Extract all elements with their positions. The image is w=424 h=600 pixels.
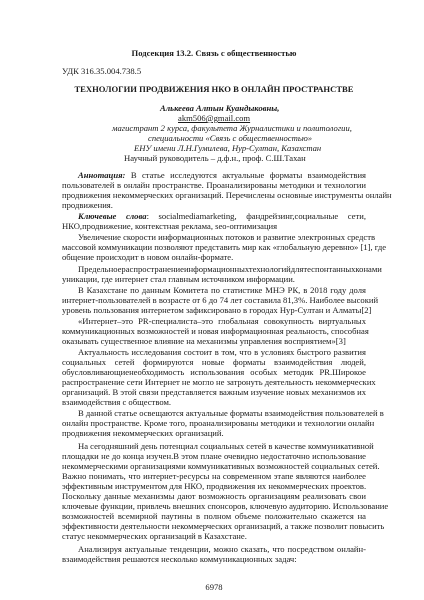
body-line: уникации, где интернет стал главным источником информации. [62, 274, 295, 284]
author-info-line: специальности «Связь с общественностью» [148, 133, 313, 143]
abstract-text: В статье исследуются актуальные форматы взаимодействия [130, 170, 366, 180]
body-line: массовой коммуникации позволяют представить мир как «глобальную деревню» [1], где [62, 242, 387, 252]
author-email[interactable]: akm506@gmail.com [178, 113, 251, 123]
author-info-line: ЕНУ имени Л.Н.Гумилева, Нур-Султан, Казахстан [134, 143, 322, 153]
keywords-line: НКО,продвижение, контекстная реклама, seo-оптимизация [62, 221, 278, 231]
body-line: взаимодействия с обществом. [62, 397, 172, 407]
body-line: онлайн пространстве. Кроме того, проанализированы методики и технологии онлайн [62, 418, 375, 428]
keywords-line [78, 211, 366, 221]
body-line: уровень пользования интернетом зафиксировано в городах Нур-Султан и Алматы[2] [62, 305, 372, 315]
body-line: Анализируя актуальные тенденции, можно сказать, что посредством онлайн- [78, 544, 366, 554]
author-info-line: Научный руководитель – д.ф.н., проф. С.Ш.Тахан [124, 153, 306, 163]
body-line: статус некоммерческих организаций в Казахстане. [62, 531, 247, 541]
body-line: эффективности деятельности некоммерческих организаций, а также позволит повысить [62, 521, 385, 531]
body-line: Предельноераспространениеинформационныхтехнологийдлятеспонтанныхконами [78, 264, 382, 274]
body-line: взаимодействия решаются несколько коммуникационных задач: [62, 554, 297, 564]
keywords-text: : socialmediamarketing, фандрейзинг,социальные сети, [146, 211, 367, 221]
body-line: площадки не до конца изучен.В этом плане очевидно недостаточно использование [62, 451, 366, 461]
abstract-line: продвижения. [62, 200, 113, 210]
keywords-label: Ключевые слова [78, 211, 147, 221]
abstract-line: пользователей в онлайн пространстве. Проанализированы методики и технологии [62, 180, 366, 190]
body-line: Актуальность исследования состоит в том, что в условиях быстрого развития [78, 347, 366, 357]
abstract-line [78, 170, 366, 180]
body-line: эффективным инструментом для НКО, продвижения их некоммерческих проектов. [62, 481, 367, 491]
page-number: 6978 [205, 582, 223, 592]
author-info-line: магистрант 2 курса, факультета Журналистики и политологии, [112, 123, 352, 133]
body-line: оказывать существенное влияние на механизмы управления восприятием»[3] [62, 336, 346, 346]
body-line: ключевые функции, привлечь внешних спонсоров, ключевую аудиторию. Использование [62, 501, 389, 511]
udk-code: УДК 316.35.004.738.5 [62, 66, 142, 76]
body-line: В данной статье освещаются актуальные форматы взаимодействия пользователей в [78, 408, 384, 418]
body-line: возможностей всемирной паутины в полном объеме положительно скажется на [62, 511, 366, 521]
body-line: Поскольку данные механизмы дают возможность организациям реализовать свои [62, 491, 366, 501]
body-line: обусловливающиенеобходимость использования особых методик PR.Широкое [62, 367, 366, 377]
body-line: В Казахстане по данным Комитета по статистике МНЭ РК, в 2018 году доля [78, 285, 366, 295]
body-line: интернет-пользователей в возрасте от 6 до 74 лет составила 81,3%. Наиболее высокий [62, 295, 379, 305]
section-heading: Подсекция 13.2. Связь с общественностью [131, 48, 297, 58]
body-line: организаций. В этой связи представляется важным изучение новых механизмов их [62, 387, 366, 397]
body-line: коммуникационных возможностей и новая информационная реальность, способная [62, 326, 369, 336]
body-line: На сегодняшний день потенциал социальных сетей в качестве коммуникативной [78, 441, 374, 451]
body-line: общение происходит в новом онлайн-формате. [62, 252, 234, 262]
abstract-line: продвижения некоммерческих организаций. Перечислены основные инструменты онлайн [62, 190, 392, 200]
article-title: ТЕХНОЛОГИИ ПРОДВИЖЕНИЯ НКО В ОНЛАЙН ПРОСТРАНСТВЕ [74, 84, 354, 94]
body-line: Увеличение скорости информационных потоков и развитие электронных средств [78, 232, 376, 242]
body-line: Важно понимать, что интернет-ресурсы на современном этапе являются наиболее [62, 471, 366, 481]
abstract-label: Аннотация: [78, 170, 126, 180]
body-line: некоммерческими организациями коммуникативных возможностей социальных сетей. [62, 461, 380, 471]
body-line: распространение сети Интернет не могло не затронуть деятельность некоммерческих [62, 377, 376, 387]
body-line: продвижения некоммерческих организаций. [62, 428, 224, 438]
body-line: «Интернет‒это PR-специалиста‒это глобальная совокупность виртуальных [78, 316, 366, 326]
body-line: социальных сетей формируются новые форматы взаимодействия людей, [62, 357, 366, 367]
author-name: Алькеева Алтын Куандыковны, [160, 103, 280, 113]
